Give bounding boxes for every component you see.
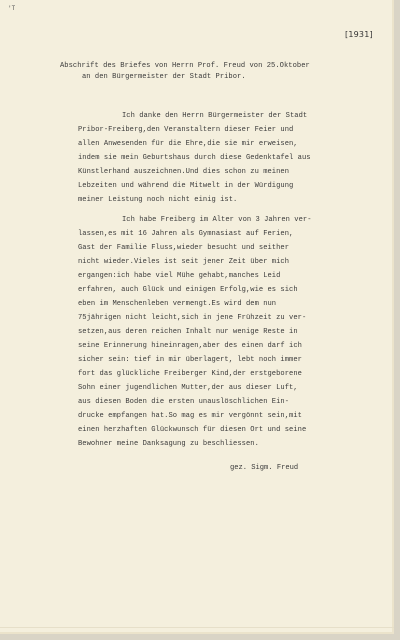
paragraph-2-line: seine Erinnerung hineinragen,aber des einen darf ich xyxy=(78,342,302,350)
paragraph-2-line: Ich habe Freiberg im Alter von 3 Jahren ver- xyxy=(122,216,312,224)
paragraph-2-line: lassen,es mit 16 Jahren als Gymnasiast auf Ferien, xyxy=(78,230,294,238)
paragraph-2-line: Bewohner meine Danksagung zu beschliessen. xyxy=(78,440,259,448)
paragraph-1-line: Lebzeiten und während die Mitwelt in der Würdigung xyxy=(78,182,294,190)
paragraph-1-line: Pribor-Freiberg,den Veranstaltern dieser Feier und xyxy=(78,126,294,134)
paragraph-2-line: 75jährigen nicht leicht,sich in jene Frühzeit zu ver- xyxy=(78,314,307,322)
paragraph-1-line: indem sie mein Geburtshaus durch diese Gedenktafel aus xyxy=(78,154,311,162)
paragraph-1-line: meiner Leistung noch nicht einig ist. xyxy=(78,196,238,204)
paragraph-2-line: setzen,aus deren reichen Inhalt nur wenige Reste in xyxy=(78,328,298,336)
paragraph-2-line: Sohn einer jugendlichen Mutter,der aus dieser Luft, xyxy=(78,384,298,392)
signature: gez. Sigm. Freud xyxy=(230,464,299,472)
heading-line-1: Abschrift des Briefes von Herrn Prof. Freud von 25.Oktober xyxy=(60,62,310,70)
paper-edge xyxy=(0,627,394,628)
paragraph-1-line: Ich danke den Herrn Bürgermeister der Stadt xyxy=(122,112,308,120)
corner-mark: 'T xyxy=(8,5,16,12)
paragraph-1-line: allen Anwesenden für die Ehre,die sie mir erweisen, xyxy=(78,140,298,148)
paragraph-2-line: drucke empfangen hat.So mag es mir vergönnt sein,mit xyxy=(78,412,302,420)
paragraph-2-line: einen herzhaften Glückwunsch für diesen Ort und seine xyxy=(78,426,307,434)
paragraph-2-line: ergangen:ich habe viel Mühe gehabt,manches Leid xyxy=(78,272,281,280)
paragraph-2-line: Gast der Familie Fluss,wieder besucht und seither xyxy=(78,244,290,252)
paragraph-2-line: nicht wieder.Vieles ist seit jener Zeit über mich xyxy=(78,258,290,266)
paragraph-1-line: Künstlerhand auszeichnen.Und dies schon zu meinen xyxy=(78,168,290,176)
paragraph-2-line: erfahren, auch Glück und einigen Erfolg,wie es sich xyxy=(78,286,298,294)
paragraph-2-line: sicher sein: tief in mir überlagert, lebt noch immer xyxy=(78,356,302,364)
heading-line-2: an den Bürgermeister der Stadt Pribor. xyxy=(82,73,246,81)
paragraph-2-line: fort das glückliche Freiberger Kind,der erstgeborene xyxy=(78,370,302,378)
paragraph-2-line: aus diesen Boden die ersten unauslöschlichen Ein- xyxy=(78,398,290,406)
paragraph-2-line: eben im Menschenleben vermengt.Es wird dem nun xyxy=(78,300,277,308)
archive-reference: [1931] xyxy=(345,30,373,39)
